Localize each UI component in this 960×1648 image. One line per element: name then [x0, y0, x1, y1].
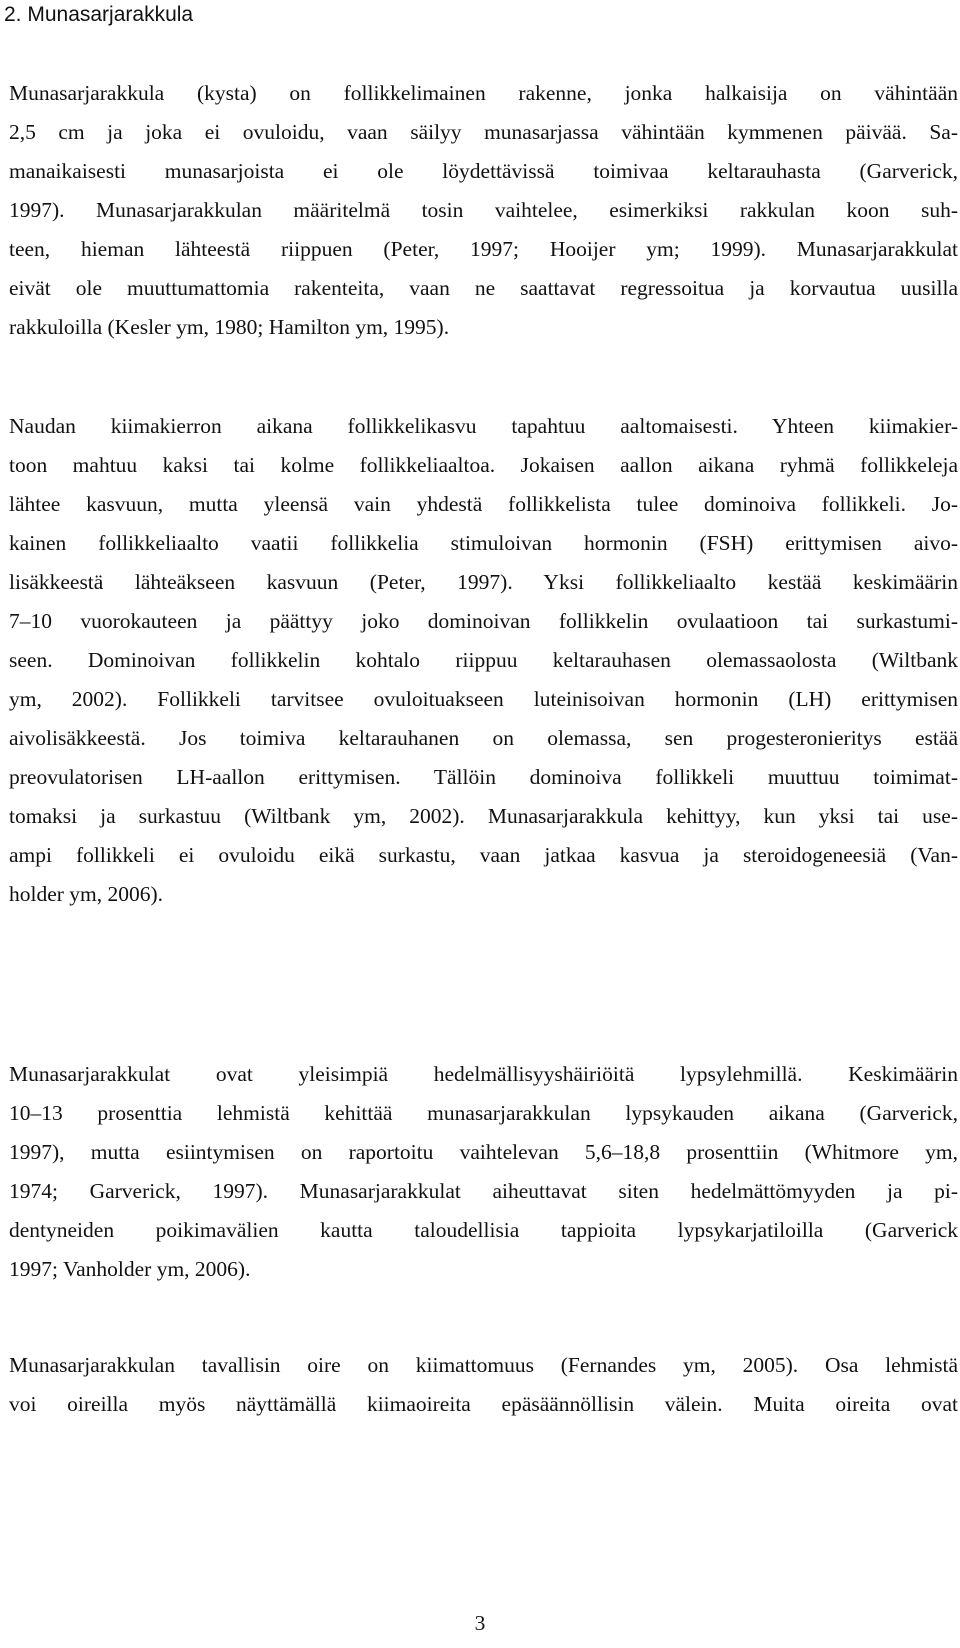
- paragraph-2: [9, 407, 958, 914]
- text-line: 7–10 vuorokauteen ja päättyy joko dominoivan follikkelin ovulaatioon tai surkastumi-: [9, 609, 958, 633]
- text-line: lisäkkeestä lähteäkseen kasvuun (Peter, 1997). Yksi follikkeliaalto kestää keskimäärin: [9, 570, 958, 594]
- text-line: ampi follikkeli ei ovuloidu eikä surkastu, vaan jatkaa kasvua ja steroidogeneesiä (Van-: [9, 843, 958, 867]
- paragraph-1: [9, 74, 958, 347]
- text-line: kainen follikkeliaalto vaatii follikkelia stimuloivan hormonin (FSH) erittymisen aivo-: [9, 531, 958, 555]
- text-line: Munasarjarakkulan tavallisin oire on kiimattomuus (Fernandes ym, 2005). Osa lehmistä: [9, 1353, 958, 1377]
- text-line: 1997; Vanholder ym, 2006).: [9, 1257, 251, 1281]
- text-line: 1997). Munasarjarakkulan määritelmä tosin vaihtelee, esimerkiksi rakkulan koon suh-: [9, 198, 958, 222]
- text-line: aivolisäkkeestä. Jos toimiva keltarauhanen on olemassa, sen progesteronieritys estää: [9, 726, 958, 750]
- text-line: ym, 2002). Follikkeli tarvitsee ovuloituakseen luteinisoivan hormonin (LH) erittymisen: [9, 687, 958, 711]
- section-heading: 2. Munasarjarakkula: [4, 3, 194, 26]
- text-line: preovulatorisen LH-aallon erittymisen. Tällöin dominoiva follikkeli muuttuu toimimat-: [9, 765, 958, 789]
- text-line: 1974; Garverick, 1997). Munasarjarakkulat aiheuttavat siten hedelmättömyyden ja pi-: [9, 1179, 958, 1203]
- text-line: lähtee kasvuun, mutta yleensä vain yhdestä follikkelista tulee dominoiva follikkeli. Jo-: [9, 492, 958, 516]
- text-line: Munasarjarakkula (kysta) on follikkelimainen rakenne, jonka halkaisija on vähintään: [9, 81, 958, 105]
- text-line: dentyneiden poikimavälien kautta taloudellisia tappioita lypsykarjatiloilla (Garverick: [9, 1218, 958, 1242]
- text-line: rakkuloilla (Kesler ym, 1980; Hamilton ym, 1995).: [9, 315, 450, 339]
- paragraph-3: [9, 1055, 958, 1289]
- paragraph-4: [9, 1346, 958, 1424]
- text-line: Naudan kiimakierron aikana follikkelikasvu tapahtuu aaltomaisesti. Yhteen kiimakier-: [9, 414, 958, 438]
- text-line: 10–13 prosenttia lehmistä kehittää munasarjarakkulan lypsykauden aikana (Garverick,: [9, 1101, 958, 1125]
- text-line: teen, hieman lähteestä riippuen (Peter, 1997; Hooijer ym; 1999). Munasarjarakkulat: [9, 237, 958, 261]
- text-line: 1997), mutta esiintymisen on raportoitu vaihtelevan 5,6–18,8 prosenttiin (Whitmore ym,: [9, 1140, 958, 1164]
- text-line: Munasarjarakkulat ovat yleisimpiä hedelmällisyyshäiriöitä lypsylehmillä. Keskimäärin: [9, 1062, 958, 1086]
- text-line: manaikaisesti munasarjoista ei ole löydettävissä toimivaa keltarauhasta (Garverick,: [9, 159, 958, 183]
- text-line: seen. Dominoivan follikkelin kohtalo riippuu keltarauhasen olemassaolosta (Wiltbank: [9, 648, 958, 672]
- text-line: eivät ole muuttumattomia rakenteita, vaan ne saattavat regressoitua ja korvautua uusilla: [9, 276, 958, 300]
- text-line: holder ym, 2006).: [9, 882, 164, 906]
- text-line: 2,5 cm ja joka ei ovuloidu, vaan säilyy munasarjassa vähintään kymmenen päivää. Sa-: [9, 120, 958, 144]
- page-number: 3: [474, 1611, 486, 1635]
- text-line: tomaksi ja surkastuu (Wiltbank ym, 2002). Munasarjarakkula kehittyy, kun yksi tai use-: [9, 804, 958, 828]
- text-line: toon mahtuu kaksi tai kolme follikkeliaaltoa. Jokaisen aallon aikana ryhmä follikkeleja: [9, 453, 958, 477]
- text-line: voi oireilla myös näyttämällä kiimaoireita epäsäännöllisin välein. Muita oireita ovat: [9, 1392, 958, 1416]
